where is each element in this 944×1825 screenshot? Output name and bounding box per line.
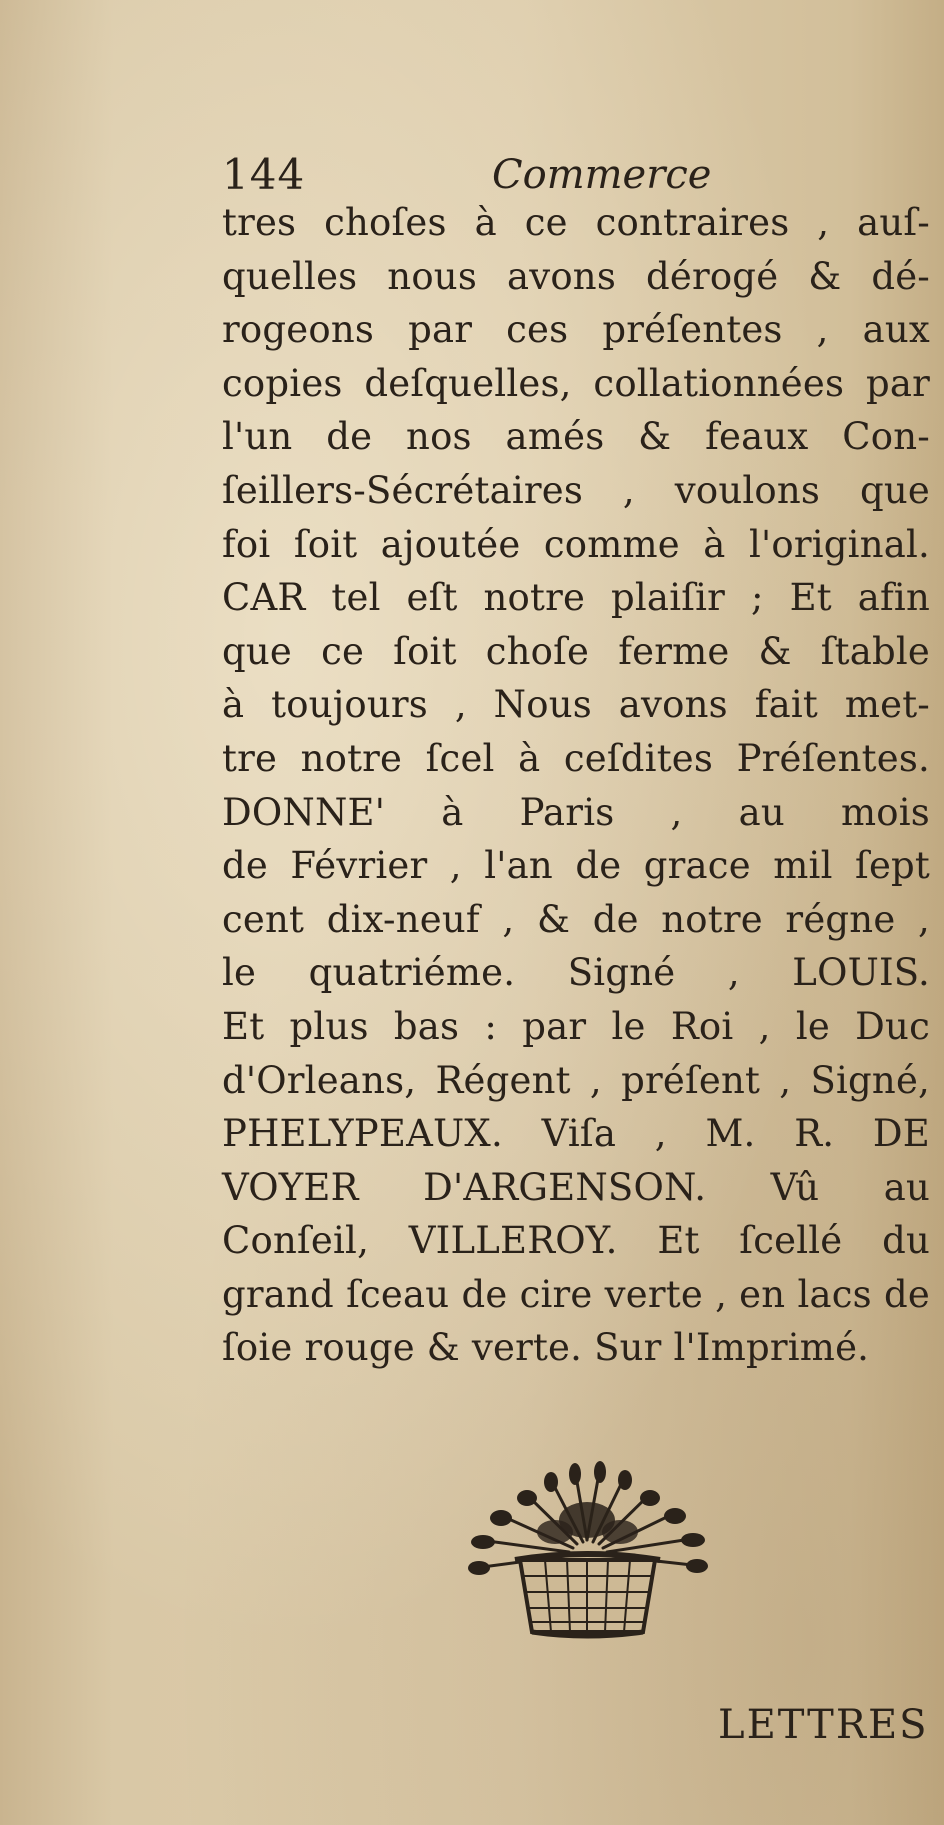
catchword: LETTRES: [718, 1702, 929, 1748]
text-line: l'un de nos amés & feaux Con-: [222, 415, 930, 459]
text-line: PHELYPEAUX. Viſa , M. R. DE: [222, 1112, 930, 1156]
text-line: grand ſceau de cire verte , en lacs de: [222, 1272, 930, 1316]
running-head: Commerce: [492, 152, 712, 198]
text-line: tres choſes à ce contraires , auſ-: [222, 201, 930, 244]
text-line: ſeillers-Sécrétaires , voulons que: [222, 468, 930, 512]
body-text: [222, 196, 930, 1375]
text-line: tre notre ſcel à ceſdites Préſentes.: [222, 736, 930, 780]
text-line: Et plus bas : par le Roi , le Duc: [222, 1004, 930, 1048]
page-number: 144: [222, 150, 306, 199]
text-line: ſoie rouge & verte. Sur l'Imprimé.: [222, 1326, 870, 1370]
text-line: le quatriéme. Signé , LOUIS.: [222, 951, 930, 995]
text-line: DONNE' à Paris , au mois: [222, 790, 930, 834]
text-line: à toujours , Nous avons fait met-: [222, 683, 930, 727]
text-line: CAR tel eſt notre plaiſir ; Et afin: [222, 576, 930, 620]
text-line: foi ſoit ajoutée comme à l'original.: [222, 522, 930, 566]
basket-of-flowers-icon: [465, 1460, 710, 1645]
text-line: Conſeil, VILLEROY. Et ſcellé du: [222, 1219, 930, 1263]
text-line: de Février , l'an de grace mil ſept: [222, 844, 930, 888]
text-line: copies deſquelles, collationnées par: [222, 361, 930, 405]
text-line: rogeons par ces préſentes , aux: [222, 308, 930, 352]
text-line: quelles nous avons dérogé & dé-: [222, 254, 930, 298]
page-header: [222, 150, 922, 200]
text-line: VOYER D'ARGENSON. Vû au: [222, 1165, 930, 1209]
text-line: d'Orleans, Régent , préſent , Signé,: [222, 1058, 930, 1102]
text-line: que ce ſoit choſe ferme & ſtable: [222, 629, 930, 673]
text-line: cent dix-neuf , & de notre régne ,: [222, 897, 930, 941]
